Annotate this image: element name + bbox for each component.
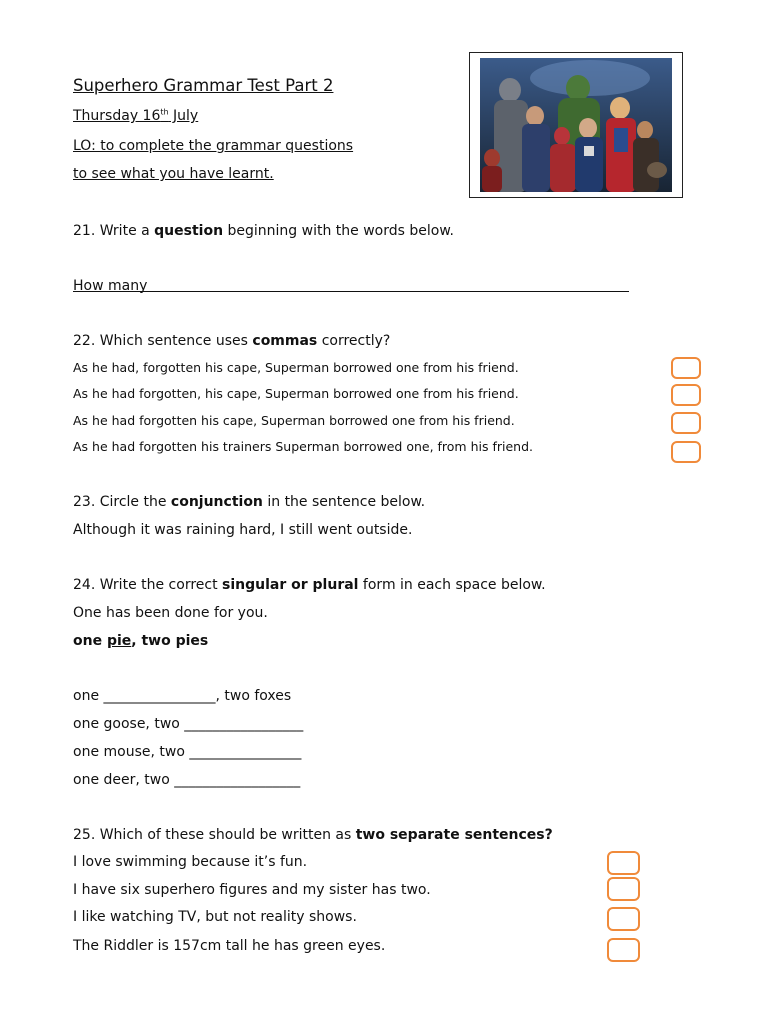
superhero-image-frame <box>469 52 683 198</box>
q24-line-4[interactable]: one deer, two __________________ <box>73 772 301 788</box>
q25-tickbox-2[interactable] <box>607 877 640 901</box>
page-title: Superhero Grammar Test Part 2 <box>73 76 334 95</box>
learning-objective-line1: LO: to complete the grammar questions <box>73 138 354 154</box>
q25-option-1: I love swimming because it’s fun. <box>73 854 308 870</box>
q22-tickbox-1[interactable] <box>671 357 701 379</box>
q25-option-4: The Riddler is 157cm tall he has green eyes. <box>73 938 386 954</box>
q22-option-3: As he had forgotten his cape, Superman borrowed one from his friend. <box>73 413 515 428</box>
q25-option-2: I have six superhero figures and my sister has two. <box>73 882 431 898</box>
q23-sentence[interactable]: Although it was raining hard, I still went outside. <box>73 522 413 538</box>
q25-tickbox-3[interactable] <box>607 907 640 931</box>
q21-answer-start: How many <box>73 278 148 294</box>
question-22: 22. Which sentence uses commas correctly? <box>73 333 391 349</box>
q22-option-4: As he had forgotten his trainers Superman borrowed one, from his friend. <box>73 439 533 454</box>
q24-note: One has been done for you. <box>73 605 268 621</box>
q22-option-1: As he had, forgotten his cape, Superman borrowed one from his friend. <box>73 360 519 375</box>
q24-example: one pie, two pies <box>73 633 209 649</box>
q22-tickbox-4[interactable] <box>671 441 701 463</box>
learning-objective-line2: to see what you have learnt. <box>73 166 274 182</box>
question-24: 24. Write the correct singular or plural form in each space below. <box>73 577 546 593</box>
q22-tickbox-3[interactable] <box>671 412 701 434</box>
q24-line-2[interactable]: one goose, two _________________ <box>73 716 304 732</box>
date-line: Thursday 16th July <box>73 107 199 124</box>
superhero-team-photo-icon <box>480 58 672 192</box>
q21-answer-line[interactable] <box>73 291 629 292</box>
q22-option-2: As he had forgotten, his cape, Superman borrowed one from his friend. <box>73 386 519 401</box>
q24-line-1[interactable]: one ________________, two foxes <box>73 688 292 704</box>
question-25: 25. Which of these should be written as two separate sentences? <box>73 827 553 843</box>
question-21: 21. Write a question beginning with the words below. <box>73 223 454 239</box>
q24-line-3[interactable]: one mouse, two ________________ <box>73 744 302 760</box>
q22-tickbox-2[interactable] <box>671 384 701 406</box>
question-23: 23. Circle the conjunction in the sentence below. <box>73 494 426 510</box>
q25-tickbox-1[interactable] <box>607 851 640 875</box>
q25-tickbox-4[interactable] <box>607 938 640 962</box>
q25-option-3: I like watching TV, but not reality shows. <box>73 909 357 925</box>
